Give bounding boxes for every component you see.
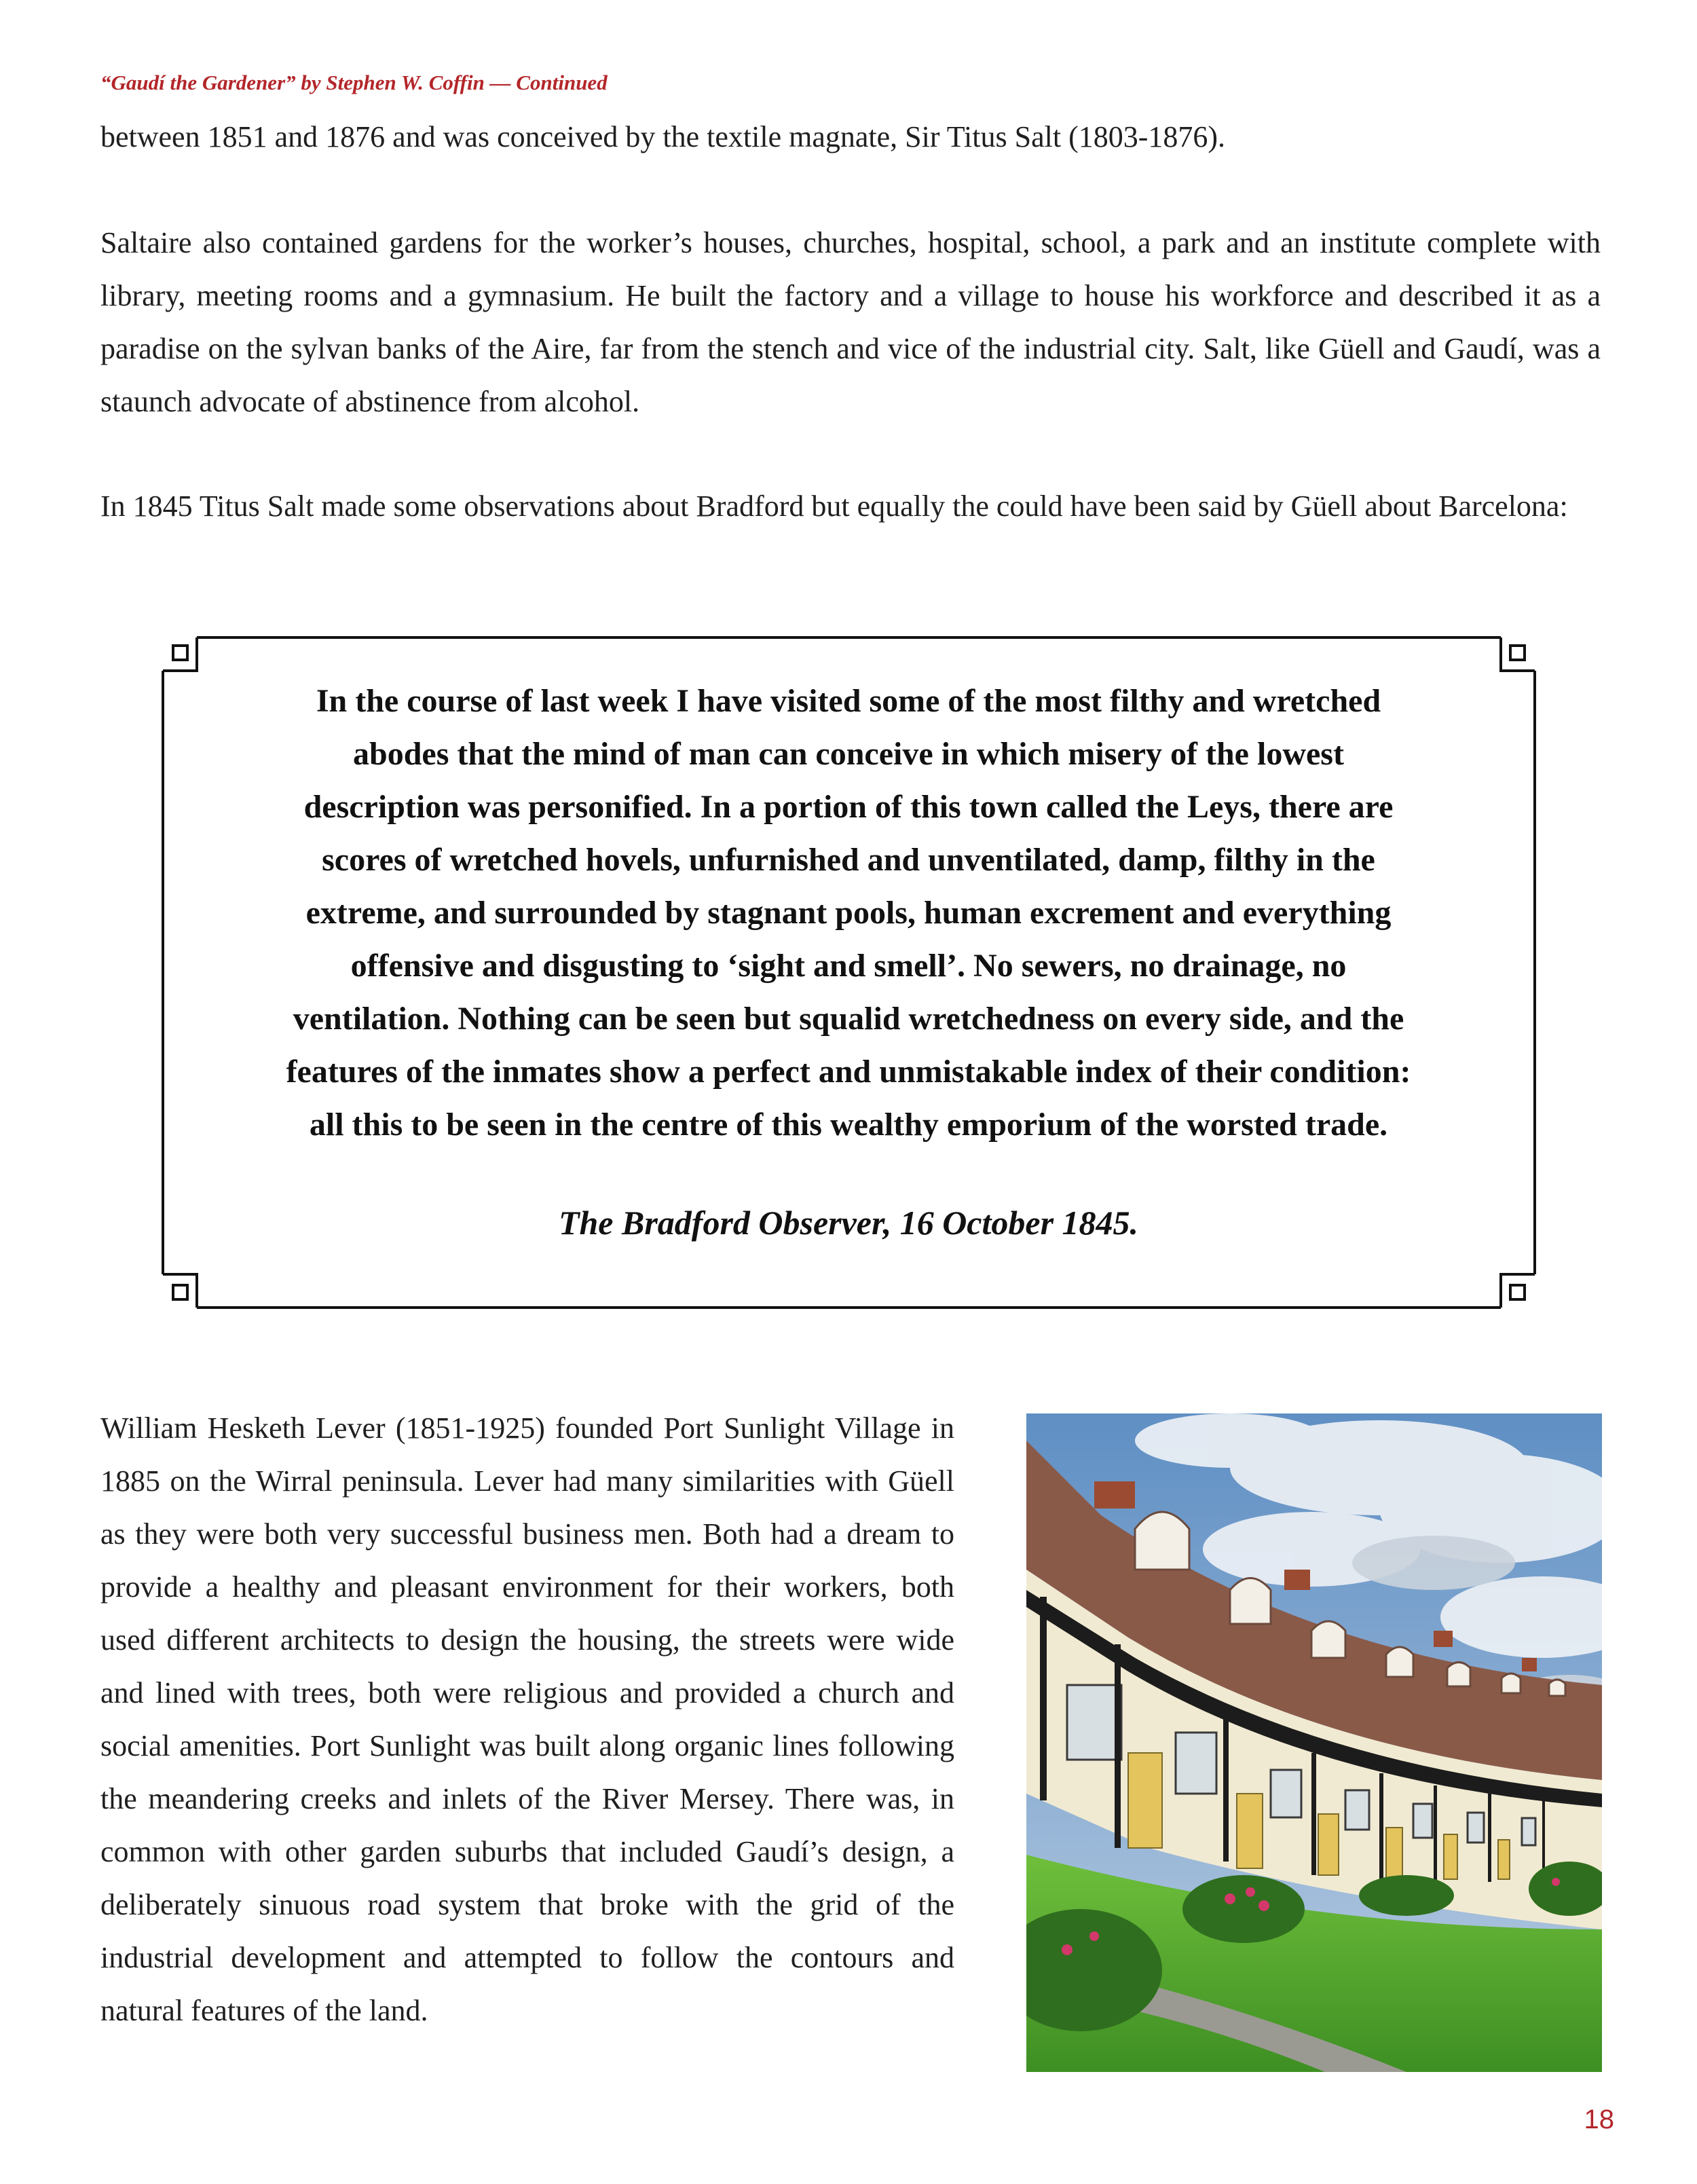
running-head: “Gaudí the Gardener” by Stephen W. Coffin — Continued bbox=[100, 71, 608, 94]
quote-line: abodes that the mind of man can conceive in which misery of the lowest bbox=[353, 736, 1344, 772]
block-quote bbox=[204, 675, 1493, 1151]
quote-line: features of the inmates show a perfect and unmistakable index of their condition: bbox=[286, 1054, 1411, 1090]
quote-line: description was personified. In a portion of this town called the Leys, there are bbox=[303, 789, 1394, 825]
quote-source: The Bradford Observer, 16 October 1845. bbox=[558, 1204, 1139, 1242]
quote-line: ventilation. Nothing can be seen but squalid wretchedness on every side, and the bbox=[293, 1001, 1404, 1037]
page-number: 18 bbox=[1584, 2105, 1614, 2134]
paragraph-bradford-intro: In 1845 Titus Salt made some observations about Bradford but equally the could have been said by Güell about Barcelona: bbox=[100, 489, 1568, 523]
quote-line: all this to be seen in the centre of this wealthy emporium of the worsted trade. bbox=[309, 1107, 1388, 1143]
port-sunlight-photo bbox=[1026, 1413, 1602, 2072]
quote-line: In the course of last week I have visited some of the most filthy and wretched bbox=[316, 683, 1381, 719]
paragraph-saltaire-dates: between 1851 and 1876 and was conceived by the textile magnate, Sir Titus Salt (1803-1876). bbox=[100, 120, 1226, 153]
quote-line: extreme, and surrounded by stagnant pools, human excrement and everything bbox=[305, 895, 1392, 931]
quote-line: scores of wretched hovels, unfurnished and unventilated, damp, filthy in the bbox=[322, 842, 1375, 878]
quote-line: offensive and disgusting to ‘sight and smell’. No sewers, no drainage, no bbox=[350, 948, 1347, 984]
paragraph-saltaire-gardens: Saltaire also contained gardens for the worker’s houses, churches, hospital, school, a park and an institute complete with library, meeting rooms and a gymnasium. He built the factory and a village to house his workforce and described it as a paradise on the sylvan banks of the Aire, far from the stench and vice of the industrial city. Salt, like Güell and Gaudí, was a staunch advocate of abstinence from alcohol. bbox=[100, 226, 1601, 418]
paragraph-lever: William Hesketh Lever (1851-1925) founded Port Sunlight Village in 1885 on the Wirral peninsula. Lever had many similarities with Güell as they were both very successful business men. Both had a dream to provide a healthy and pleasant environment for their workers, both used different architects to design the housing, the streets were wide and lined with trees, both were religious and provided a church and social amenities. Port Sunlight was built along organic lines following the meandering creeks and inlets of the River Mersey. There was, in common with other garden suburbs that included Gaudí’s design, a deliberately sinuous road system that broke with the grid of the industrial development and attempted to follow the contours and natural features of the land. bbox=[100, 1411, 954, 2027]
